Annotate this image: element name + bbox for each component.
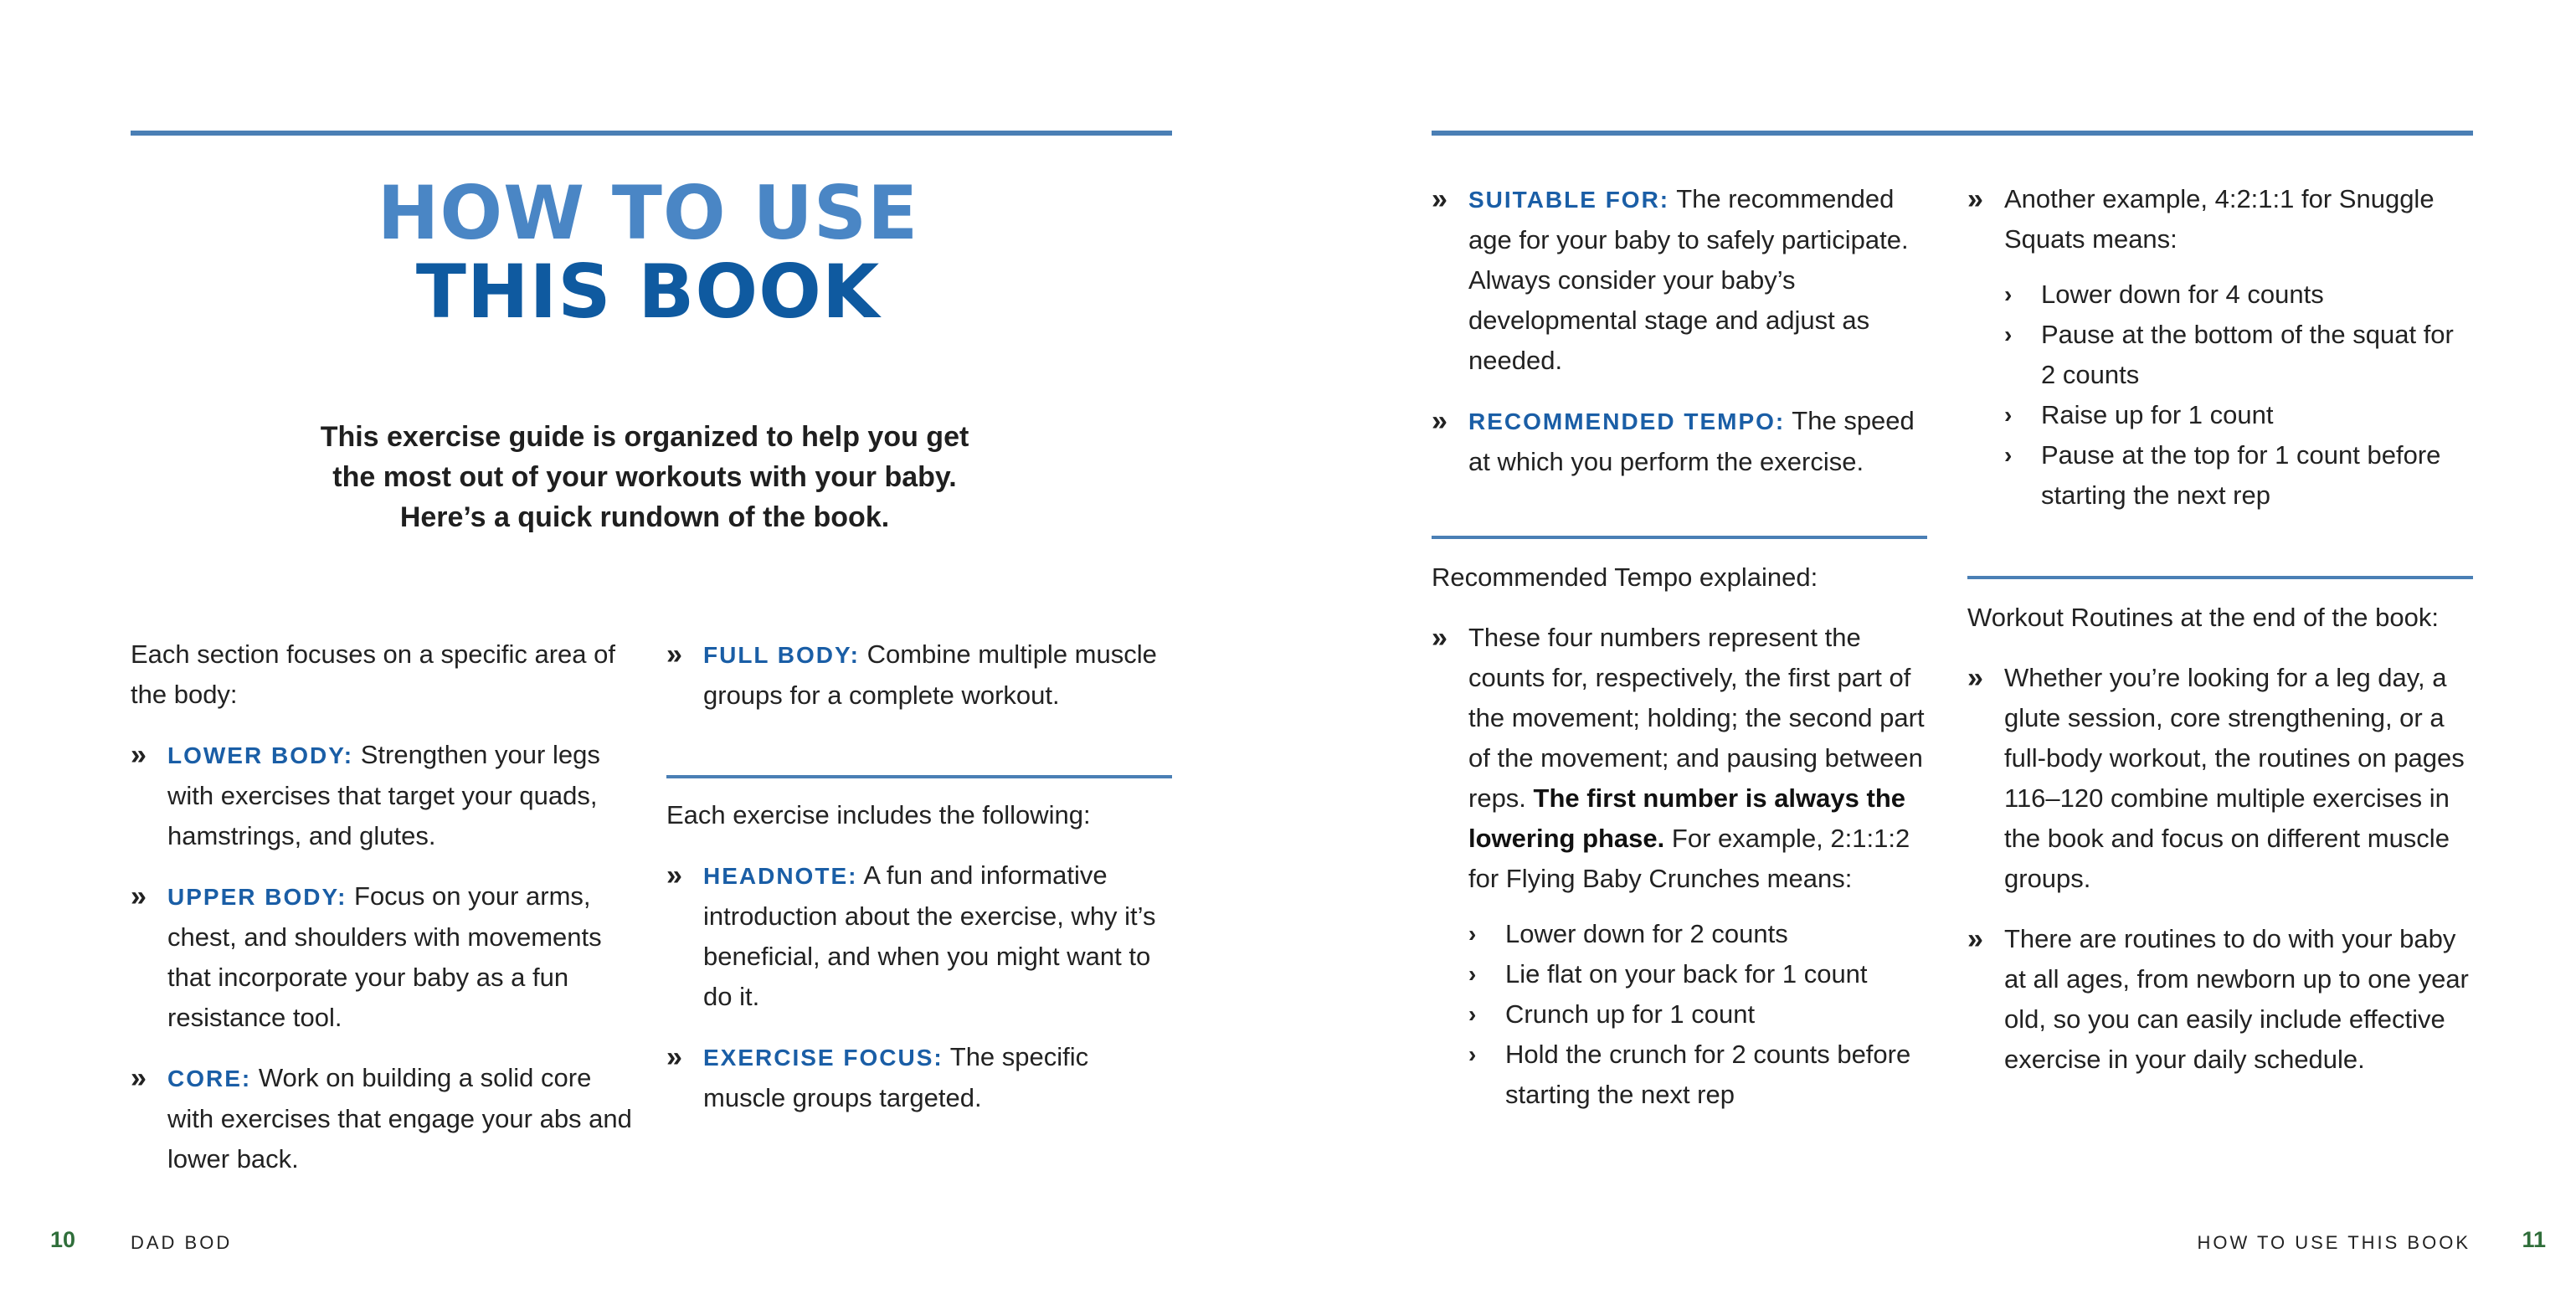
routines-heading: Workout Routines at the end of the book: — [1967, 603, 2439, 632]
divider-routines — [1967, 576, 2473, 579]
chevron-right-icon: › — [2004, 402, 2013, 428]
include-label: HEADNOTE: — [703, 863, 858, 889]
bullet-icon: » — [666, 860, 682, 891]
section-item-core — [131, 1058, 633, 1179]
tempo-column — [1432, 557, 1934, 1115]
routine-item: » There are routines to do with your baby at all ages, from newborn up to one year old, so you can easily include effective exercise in your daily schedule. — [1967, 919, 2473, 1080]
section-label: LOWER BODY: — [167, 742, 354, 768]
include-text: The specific muscle groups targeted. — [703, 1042, 1089, 1112]
bullet-icon: » — [131, 1062, 147, 1094]
include-text: The speed at which you perform the exercise. — [1468, 406, 1915, 476]
bullet-icon: » — [1967, 923, 1983, 955]
include-item-suitable-for — [1432, 179, 1934, 381]
bullet-icon: » — [666, 1041, 682, 1073]
bullet-icon: » — [1967, 662, 1983, 694]
includes-intro: Each exercise includes the following: — [666, 800, 1091, 829]
tempo-step: › Hold the crunch for 2 counts before starting the next rep — [1432, 1035, 1934, 1115]
chevron-right-icon: › — [1468, 961, 1477, 987]
chevron-right-icon: › — [1468, 1041, 1477, 1067]
section-item-full-body — [666, 634, 1172, 716]
section-label: UPPER BODY: — [167, 884, 347, 910]
page-title — [131, 170, 1165, 335]
bullet-icon: » — [1432, 622, 1447, 654]
example2-step: › Pause at the bottom of the squat for 2 counts — [1967, 315, 2473, 395]
example2-step: › Raise up for 1 count — [1967, 395, 2473, 435]
top-rule-left — [131, 131, 1172, 136]
sections-intro: Each section focuses on a specific area of the body: — [131, 639, 615, 709]
tempo-step: › Crunch up for 1 count — [1432, 994, 1934, 1035]
full-body-column — [666, 634, 1172, 716]
includes-cont-column — [1432, 179, 1934, 482]
sections-column — [131, 634, 633, 1179]
include-item-headnote — [666, 855, 1172, 1017]
example2-column — [1967, 179, 2473, 516]
include-label: RECOMMENDED TEMPO: — [1468, 408, 1786, 434]
tempo-step: › Lower down for 2 counts — [1432, 914, 1934, 954]
include-item-recommended-tempo — [1432, 401, 1934, 482]
divider-includes — [666, 775, 1172, 778]
include-label: SUITABLE FOR: — [1468, 187, 1670, 213]
section-text: Work on building a solid core with exercises that engage your abs and lower back. — [167, 1063, 632, 1173]
bullet-icon: » — [1967, 183, 1983, 215]
intro-paragraph: This exercise guide is organized to help you get the most out of your workouts with your baby. Here’s a quick rundown of the book. — [320, 421, 969, 533]
routine-item: » Whether you’re looking for a leg day, a glute session, core strengthening, or a full-body workout, the routines on pages 116–120 combine multiple exercises in the book and focus on different muscle groups. — [1967, 658, 2473, 899]
include-text: The recommended age for your baby to safely participate. Always consider your baby’s developmental stage and adjust as needed. — [1468, 184, 1909, 375]
top-rule-right — [1432, 131, 2473, 136]
example2-step: › Pause at the top for 1 count before starting the next rep — [1967, 435, 2473, 516]
section-text: Combine multiple muscle groups for a complete workout. — [703, 639, 1157, 710]
include-label: EXERCISE FOCUS: — [703, 1045, 944, 1071]
chevron-right-icon: › — [1468, 1001, 1477, 1027]
section-item-lower-body — [131, 735, 633, 856]
tempo-heading: Recommended Tempo explained: — [1432, 562, 1818, 592]
include-text: A fun and informative introduction about the exercise, why it’s beneficial, and when you might want to do it. — [703, 860, 1156, 1011]
tempo-text-bold: The first number is always the lowering phase. — [1468, 783, 1905, 853]
running-title-left: DAD BOD — [131, 1232, 233, 1253]
section-label: CORE: — [167, 1066, 252, 1091]
example2-step: › Lower down for 4 counts — [1967, 275, 2473, 315]
tempo-text-b: For example, 2:1:1:2 for Flying Baby Crunches means: — [1468, 824, 1910, 893]
page-title-line1: HOW TO USE — [377, 170, 919, 256]
bullet-icon: » — [1432, 183, 1447, 215]
example2-intro: » Another example, 4:2:1:1 for Snuggle Squats means: — [1967, 179, 2473, 259]
bullet-icon: » — [131, 881, 147, 912]
includes-column — [666, 795, 1172, 1118]
bullet-icon: » — [131, 739, 147, 771]
bullet-icon: » — [666, 639, 682, 670]
tempo-text-a: These four numbers represent the counts for, respectively, the first part of the movement; holding; the second part of the movement; and pausing between reps. — [1468, 623, 1925, 813]
section-label: FULL BODY: — [703, 642, 860, 668]
running-title-right: HOW TO USE THIS BOOK — [2197, 1232, 2471, 1253]
chevron-right-icon: › — [2004, 321, 2013, 347]
tempo-explanation — [1432, 618, 1934, 899]
bullet-icon: » — [1432, 405, 1447, 437]
section-text: Focus on your arms, chest, and shoulders with movements that incorporate your baby as a fun resistance tool. — [167, 881, 602, 1032]
routines-column — [1967, 598, 2473, 1080]
section-item-upper-body — [131, 876, 633, 1038]
page-number-left: 10 — [50, 1227, 76, 1252]
include-item-exercise-focus — [666, 1037, 1172, 1118]
divider-tempo — [1432, 536, 1927, 539]
section-text: Strengthen your legs with exercises that target your quads, hamstrings, and glutes. — [167, 740, 600, 850]
chevron-right-icon: › — [2004, 281, 2013, 307]
page-title-line2: THIS BOOK — [415, 249, 881, 335]
chevron-right-icon: › — [1468, 921, 1477, 947]
chevron-right-icon: › — [2004, 442, 2013, 468]
page-number-right: 11 — [2522, 1227, 2546, 1252]
tempo-step: › Lie flat on your back for 1 count — [1432, 954, 1934, 994]
